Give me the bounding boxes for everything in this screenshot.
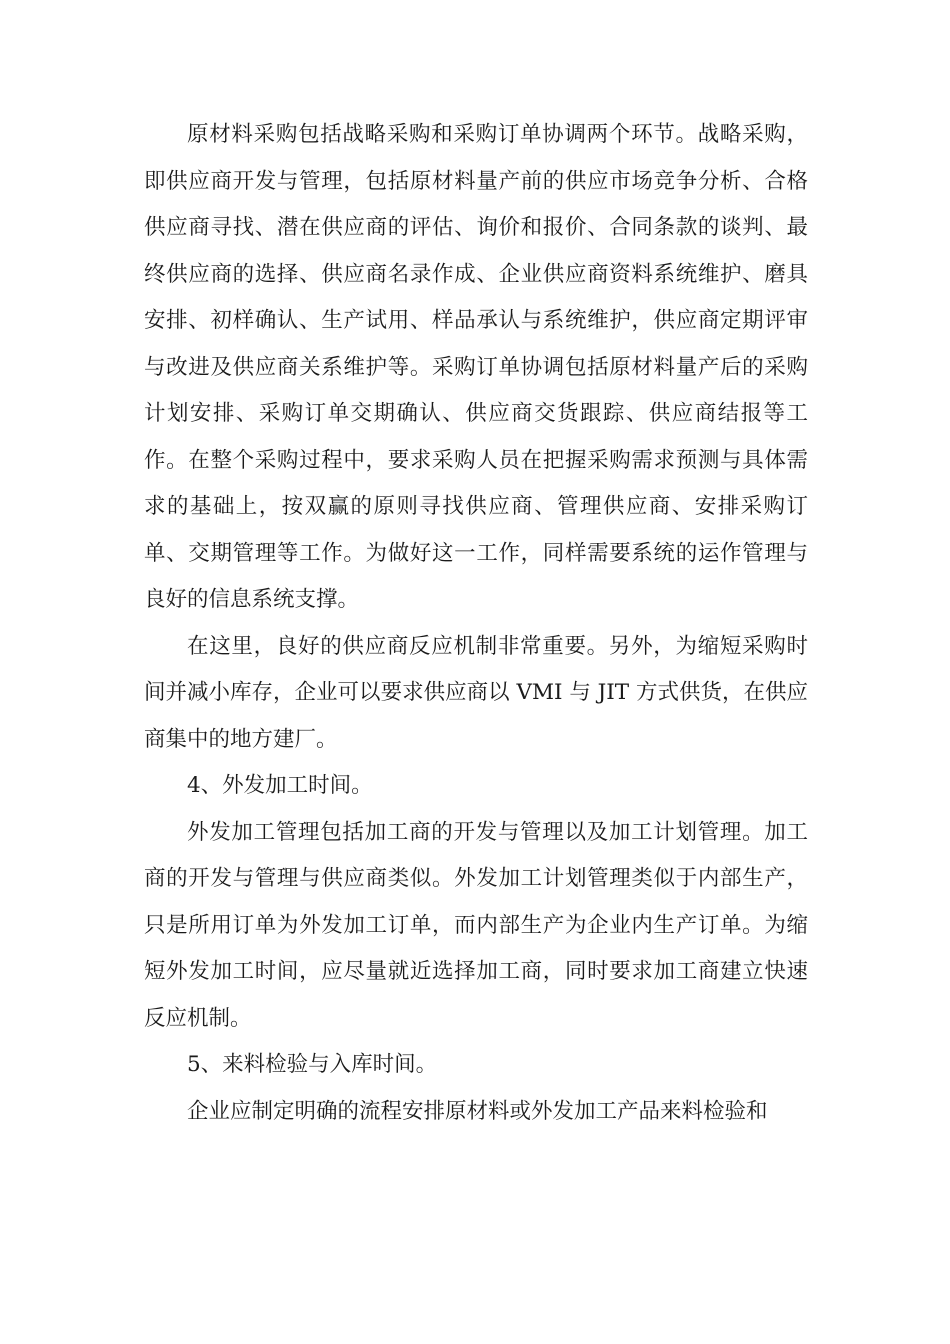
paragraph-outsourced-processing: 外发加工管理包括加工商的开发与管理以及加工计划管理。加工商的开发与管理与供应商类似。外发加工计划管理类似于内部生产，只是所用订单为外发加工订单，而内部生产为企业内生产订单。为缩短外发加工时间，应尽量就近选择加工商，同时要求加工商建立快速反应机制。: [144, 819, 808, 1031]
paragraph-incoming-inspection: 企业应制定明确的流程安排原材料或外发加工产品来料检验和: [187, 1098, 768, 1124]
heading-outsourced-processing-time: 4、外发加工时间。: [187, 773, 373, 798]
heading-incoming-inspection-time: 5、来料检验与入库时间。: [187, 1052, 438, 1077]
document-body: [144, 112, 808, 1135]
paragraph-supplier-response: 在这里，良好的供应商反应机制非常重要。另外，为缩短采购时间并减小库存，企业可以要求供应商以 VMI 与 JIT 方式供货，在供应商集中的地方建厂。: [144, 633, 808, 752]
paragraph-raw-material-procurement: 原材料采购包括战略采购和采购订单协调两个环节。战略采购，即供应商开发与管理，包括原材料量产前的供应市场竞争分析、合格供应商寻找、潜在供应商的评估、询价和报价、合同条款的谈判、最终供应商的选择、供应商名录作成、企业供应商资料系统维护、磨具安排、初样确认、生产试用、样品承认与系统维护，供应商定期评审与改进及供应商关系维护等。采购订单协调包括原材料量产后的采购计划安排、采购订单交期确认、供应商交货跟踪、供应商结报等工作。在整个采购过程中，要求采购人员在把握采购需求预测与具体需求的基础上，按双赢的原则寻找供应商、管理供应商、安排采购订单、交期管理等工作。为做好这一工作，同样需要系统的运作管理与良好的信息系统支撑。: [144, 122, 808, 612]
